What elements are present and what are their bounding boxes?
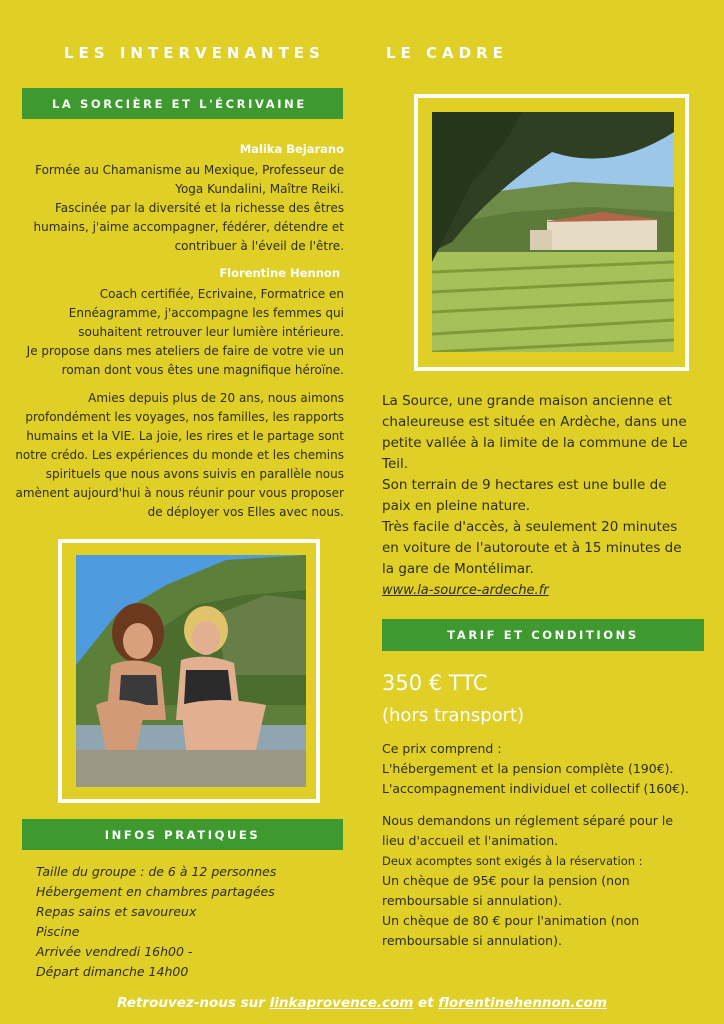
cadre-line: Très facile d'accès, à seulement 20 minutes <box>382 519 678 535</box>
cadre-photo <box>432 112 674 352</box>
women-in-river-image <box>76 555 306 787</box>
infos-item: Taille du groupe : de 6 à 12 personnes <box>36 864 277 879</box>
footer-middle: et <box>413 995 439 1011</box>
cadre-line: la gare de Montélimar. <box>382 561 534 577</box>
payment-block <box>382 811 673 951</box>
person1-bio-line: Fascinée par la diversité et la richesse des êtres <box>54 201 344 215</box>
price: 350 € TTC <box>382 671 488 695</box>
footer-prefix: Retrouvez-nous sur <box>117 995 270 1011</box>
payment-line: Nous demandons un réglement séparé pour le <box>382 813 674 828</box>
infos-pratiques-bar <box>22 819 343 850</box>
infos-item: Piscine <box>36 924 80 939</box>
person2-bio-line: Coach certifiée, Ecrivaine, Formatrice en <box>99 287 344 301</box>
together-line: profondément les voyages, nos familles, les rapports <box>25 410 344 424</box>
cadre-line: Teil. <box>382 456 409 472</box>
person2-bio-line: roman dont vous êtes une magnifique héroïne. <box>61 363 344 377</box>
together-line: spirituels que nous avons suivis en parallèle nous <box>45 467 344 481</box>
together-block <box>0 389 344 522</box>
vineyard-house-image <box>432 112 674 352</box>
cadre-line: Son terrain de 9 hectares est une bulle de <box>382 477 667 493</box>
infos-item: Repas sains et savoureux <box>36 904 197 919</box>
tarif-bar-label: TARIF ET CONDITIONS <box>447 628 639 642</box>
intervenantes-photo <box>76 555 306 787</box>
person1-block <box>14 140 344 256</box>
person2-block <box>4 264 344 380</box>
price-note: (hors transport) <box>382 705 525 726</box>
together-line: Amies depuis plus de 20 ans, nous aimons <box>88 391 344 405</box>
deposit-line: remboursable si annulation). <box>382 893 562 908</box>
includes-block <box>382 739 689 799</box>
cadre-description <box>382 391 712 601</box>
person1-bio-line: contribuer à l'éveil de l'être. <box>174 239 344 253</box>
cadre-line: paix en pleine nature. <box>382 498 531 514</box>
deposit-line: remboursable si annulation). <box>382 933 562 948</box>
includes-line: L'accompagnement individuel et collectif (160€). <box>382 781 689 796</box>
person2-bio-line: Je propose dans mes ateliers de faire de votre vie un <box>26 344 344 358</box>
infos-item: Hébergement en chambres partagées <box>36 884 275 899</box>
person1-bio-line: Formée au Chamanisme au Mexique, Professeur de <box>35 163 344 177</box>
person2-bio-line: Ennéagramme, j'accompagne les femmes qui <box>68 306 344 320</box>
deposit-line: Un chèque de 95€ pour la pension (non <box>382 873 630 888</box>
cadre-line: en voiture de l'autoroute et à 15 minutes de <box>382 540 682 556</box>
together-line: humains et la VIE. La joie, les rires et le partage sont <box>26 429 344 443</box>
right-heading: LE CADRE <box>386 44 508 62</box>
footer-link-florentinehennon[interactable]: florentinehennon.com <box>438 995 607 1011</box>
person2-name: Florentine Hennon <box>219 266 340 280</box>
tarif-bar <box>382 619 704 651</box>
payment-line: lieu d'accueil et l'animation. <box>382 833 559 848</box>
together-line: notre crédo. Les expériences du monde et les chemins <box>15 448 344 462</box>
cadre-line: chaleureuse est située en Ardèche, dans une <box>382 414 687 430</box>
includes-line: L'hébergement et la pension complète (190€). <box>382 761 674 776</box>
website-link[interactable]: www.la-source-ardeche.fr <box>382 583 549 598</box>
footer-link-linkaprovence[interactable]: linkaprovence.com <box>269 995 414 1011</box>
person2-bio-line: souhaitent retrouver leur lumière intérieure. <box>78 325 344 339</box>
infos-item: Arrivée vendredi 16h00 - <box>36 944 193 959</box>
section-bar-label: LA SORCIÈRE ET L'ÉCRIVAINE <box>52 96 307 111</box>
person1-bio-line: humains, j'aime accompagner, fédérer, détendre et <box>33 220 344 234</box>
cadre-line: petite vallée à la limite de la commune de Le <box>382 435 688 451</box>
infos-item: Départ dimanche 14h00 <box>36 964 189 979</box>
person1-bio-line: Yoga Kundalini, Maître Reiki. <box>175 182 344 196</box>
section-bar-sorciere <box>22 88 343 119</box>
deposit-line: Un chèque de 80 € pour l'animation (non <box>382 913 640 928</box>
together-line: amènent aujourd'hui à nous réunir pour vous proposer <box>15 486 344 500</box>
infos-list <box>36 862 276 982</box>
infos-bar-label: INFOS PRATIQUES <box>104 827 261 842</box>
cadre-line: La Source, une grande maison ancienne et <box>382 393 672 409</box>
includes-line: Ce prix comprend : <box>382 741 502 756</box>
together-line: de déployer vos Elles avec nous. <box>147 505 344 519</box>
deposit-intro: Deux acomptes sont exigés à la réservation : <box>382 854 643 868</box>
person1-name: Malika Bejarano <box>239 142 344 156</box>
left-heading: LES INTERVENANTES <box>64 44 325 62</box>
footer <box>0 995 724 1011</box>
